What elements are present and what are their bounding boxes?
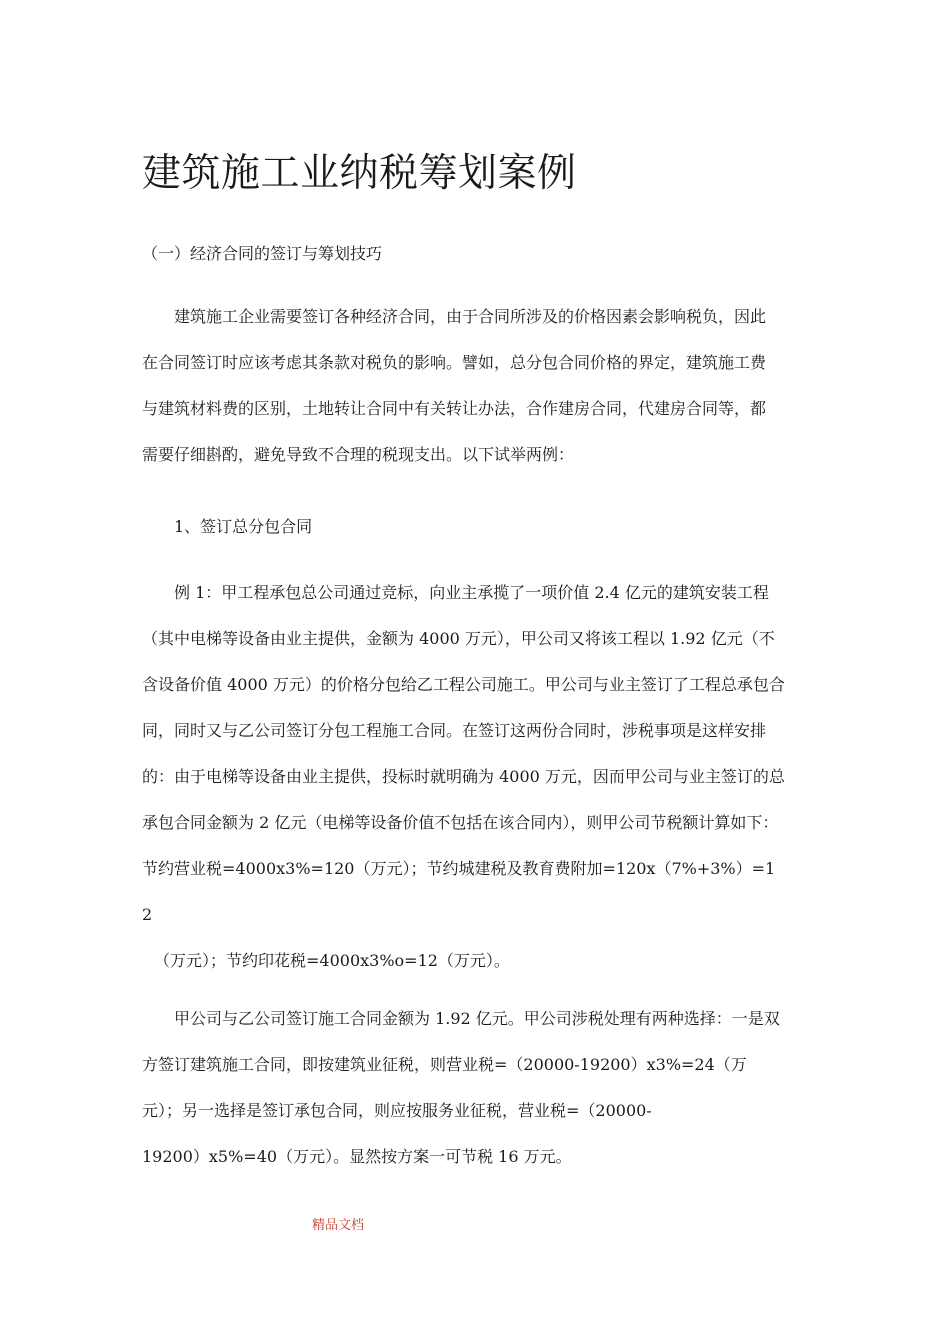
paragraph-line: 在合同签订时应该考虑其条款对税负的影响。譬如，总分包合同价格的界定，建筑施工费 <box>142 353 767 372</box>
paragraph-line: 节约营业税=4000x3%=120（万元）；节约城建税及教育费附加=120x（7%+3%）=1 <box>142 859 776 878</box>
subsection-heading: 1、签订总分包合同 <box>174 517 313 536</box>
paragraph-line: （万元）；节约印花税=4000x3%o=12（万元）。 <box>154 951 510 970</box>
paragraph-line: 甲公司与乙公司签订施工合同金额为 1.92 亿元。甲公司涉税处理有两种选择：一是双 <box>174 1009 780 1028</box>
paragraph-line: 2 <box>142 905 153 924</box>
paragraph-line: 方签订建筑施工合同，即按建筑业征税，则营业税=（20000-19200）x3%=24（万 <box>142 1055 747 1074</box>
document-title: 建筑施工业纳税筹划案例 <box>142 151 577 196</box>
paragraph-line: （其中电梯等设备由业主提供，金额为 4000 万元），甲公司又将该工程以 1.92 亿元（不 <box>142 629 775 648</box>
paragraph-line: 含设备价值 4000 万元）的价格分包给乙工程公司施工。甲公司与业主签订了工程总承包合 <box>142 675 785 694</box>
paragraph-intro <box>142 302 822 486</box>
paragraph-line: 与建筑材料费的区别，土地转让合同中有关转让办法，合作建房合同，代建房合同等，都 <box>142 399 767 418</box>
paragraph-line: 例 1：甲工程承包总公司通过竞标，向业主承揽了一项价值 2.4 亿元的建筑安装工程 <box>174 583 769 602</box>
paragraph-line: 19200）x5%=40（万元）。显然按方案一可节税 16 万元。 <box>142 1147 572 1166</box>
paragraph-analysis <box>142 1004 822 1188</box>
paragraph-line: 的：由于电梯等设备由业主提供，投标时就明确为 4000 万元，因而甲公司与业主签订的总 <box>142 767 785 786</box>
paragraph-line: 元）；另一选择是签订承包合同，则应按服务业征税，营业税=（20000- <box>142 1101 652 1120</box>
footer-watermark: 精品文档 <box>312 1218 365 1233</box>
paragraph-line: 建筑施工企业需要签订各种经济合同，由于合同所涉及的价格因素会影响税负，因此 <box>174 307 767 326</box>
section-heading: （一）经济合同的签订与筹划技巧 <box>142 244 383 263</box>
paragraph-line: 同，同时又与乙公司签订分包工程施工合同。在签订这两份合同时，涉税事项是这样安排 <box>142 721 767 740</box>
paragraph-line: 需要仔细斟酌，避免导致不合理的税现支出。以下试举两例： <box>142 445 575 464</box>
paragraph-example <box>142 578 822 992</box>
paragraph-line: 承包合同金额为 2 亿元（电梯等设备价值不包括在该合同内），则甲公司节税额计算如下： <box>142 813 779 832</box>
